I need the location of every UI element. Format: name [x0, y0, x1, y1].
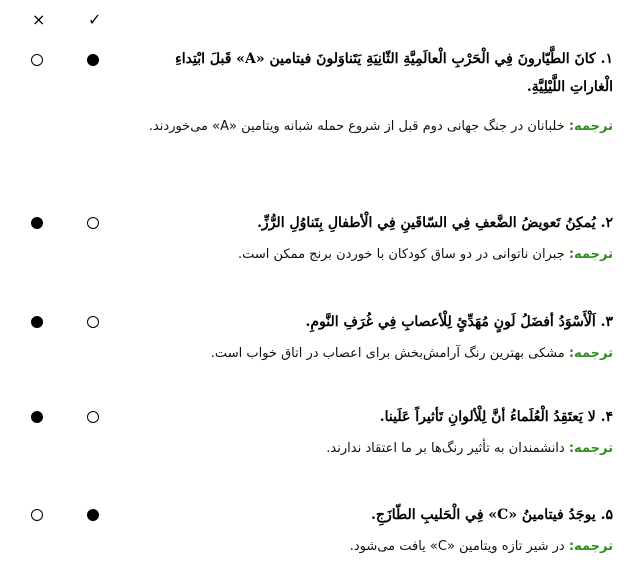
- translation-sentence: در شیر تازه ویتامین «C» یافت می‌شود.: [349, 539, 565, 554]
- translation-label: ترجمه:: [568, 119, 613, 134]
- translation-label: ترجمه:: [568, 441, 613, 456]
- question-sentence: يوجَدُ فيتامينُ «C» فِي الْحَليبِ الطّازَجِ.: [371, 507, 596, 523]
- question-number: ۲.: [600, 215, 613, 231]
- answer-key-header: [0, 10, 635, 30]
- translation-label: ترجمه:: [568, 346, 613, 361]
- wrong-option-radio[interactable]: [31, 54, 43, 66]
- question-text: [257, 209, 613, 237]
- question-sentence: كانَ الطَّيّارونَ فِي الْحَرْبِ الْعالَمِيَّةِ الثّانِيَةِ يَتَناوَلونَ فيتامين «A» قَبلَ ابْتِداءِ الْغاراتِ اللَّيْلِيَّةِ.: [175, 51, 613, 95]
- correct-column-header: ✓: [88, 10, 102, 29]
- question-text: [306, 308, 613, 336]
- translation-sentence: دانشمندان به تأثیر رنگ‌ها بر ما اعتقاد ندارند.: [326, 441, 565, 456]
- question-text: [371, 501, 613, 529]
- translation-label: ترجمه:: [568, 247, 613, 262]
- translation-sentence: جبران ناتوانی در دو ساق کودکان با خوردن برنج ممکن است.: [237, 247, 565, 262]
- translation-text: [133, 113, 613, 141]
- question-number: ۴.: [600, 409, 613, 425]
- question-number: ۳.: [600, 314, 613, 330]
- question-number: ۱.: [600, 51, 613, 67]
- question-sentence: يُمكِنُ تَعويضُ الضَّعفِ فِي السّاقَينِ فِي الْأطفالِ بِتَناوُلِ الرُّزِّ.: [257, 215, 596, 231]
- correct-option-radio[interactable]: [87, 411, 99, 423]
- correct-option-radio[interactable]: [87, 217, 99, 229]
- question-sentence: اَلْأَسْوَدُ أفضَلُ لَونٍ مُهَدِّئٍ لِلْأعصابِ فِي غُرَفِ النَّومِ.: [305, 314, 596, 330]
- wrong-option-radio[interactable]: [31, 411, 43, 423]
- translation-sentence: مشکی بهترین رنگ آرامش‌بخش برای اعصاب در اتاق خواب است.: [210, 346, 565, 361]
- wrong-option-radio[interactable]: [31, 509, 43, 521]
- wrong-option-radio[interactable]: [31, 217, 43, 229]
- translation-text: [211, 340, 613, 368]
- correct-option-radio[interactable]: [87, 509, 99, 521]
- question-number: ۵.: [600, 507, 613, 523]
- translation-sentence: خلبانان در جنگ جهانی دوم قبل از شروع حمله شبانه ویتامین «A» می‌خوردند.: [148, 119, 565, 134]
- translation-text: [350, 533, 613, 561]
- correct-option-radio[interactable]: [87, 54, 99, 66]
- translation-text: [238, 241, 613, 269]
- question-sentence: لا يَعتَقِدُ الْعُلَماءُ أنَّ لِلْألوانِ تَأثيراً عَلَينا.: [379, 409, 596, 425]
- wrong-column-header: ×: [32, 10, 46, 29]
- translation-label: ترجمه:: [568, 539, 613, 554]
- question-text: [380, 403, 613, 431]
- correct-option-radio[interactable]: [87, 316, 99, 328]
- question-text: [133, 45, 613, 101]
- wrong-option-radio[interactable]: [31, 316, 43, 328]
- translation-text: [326, 435, 613, 463]
